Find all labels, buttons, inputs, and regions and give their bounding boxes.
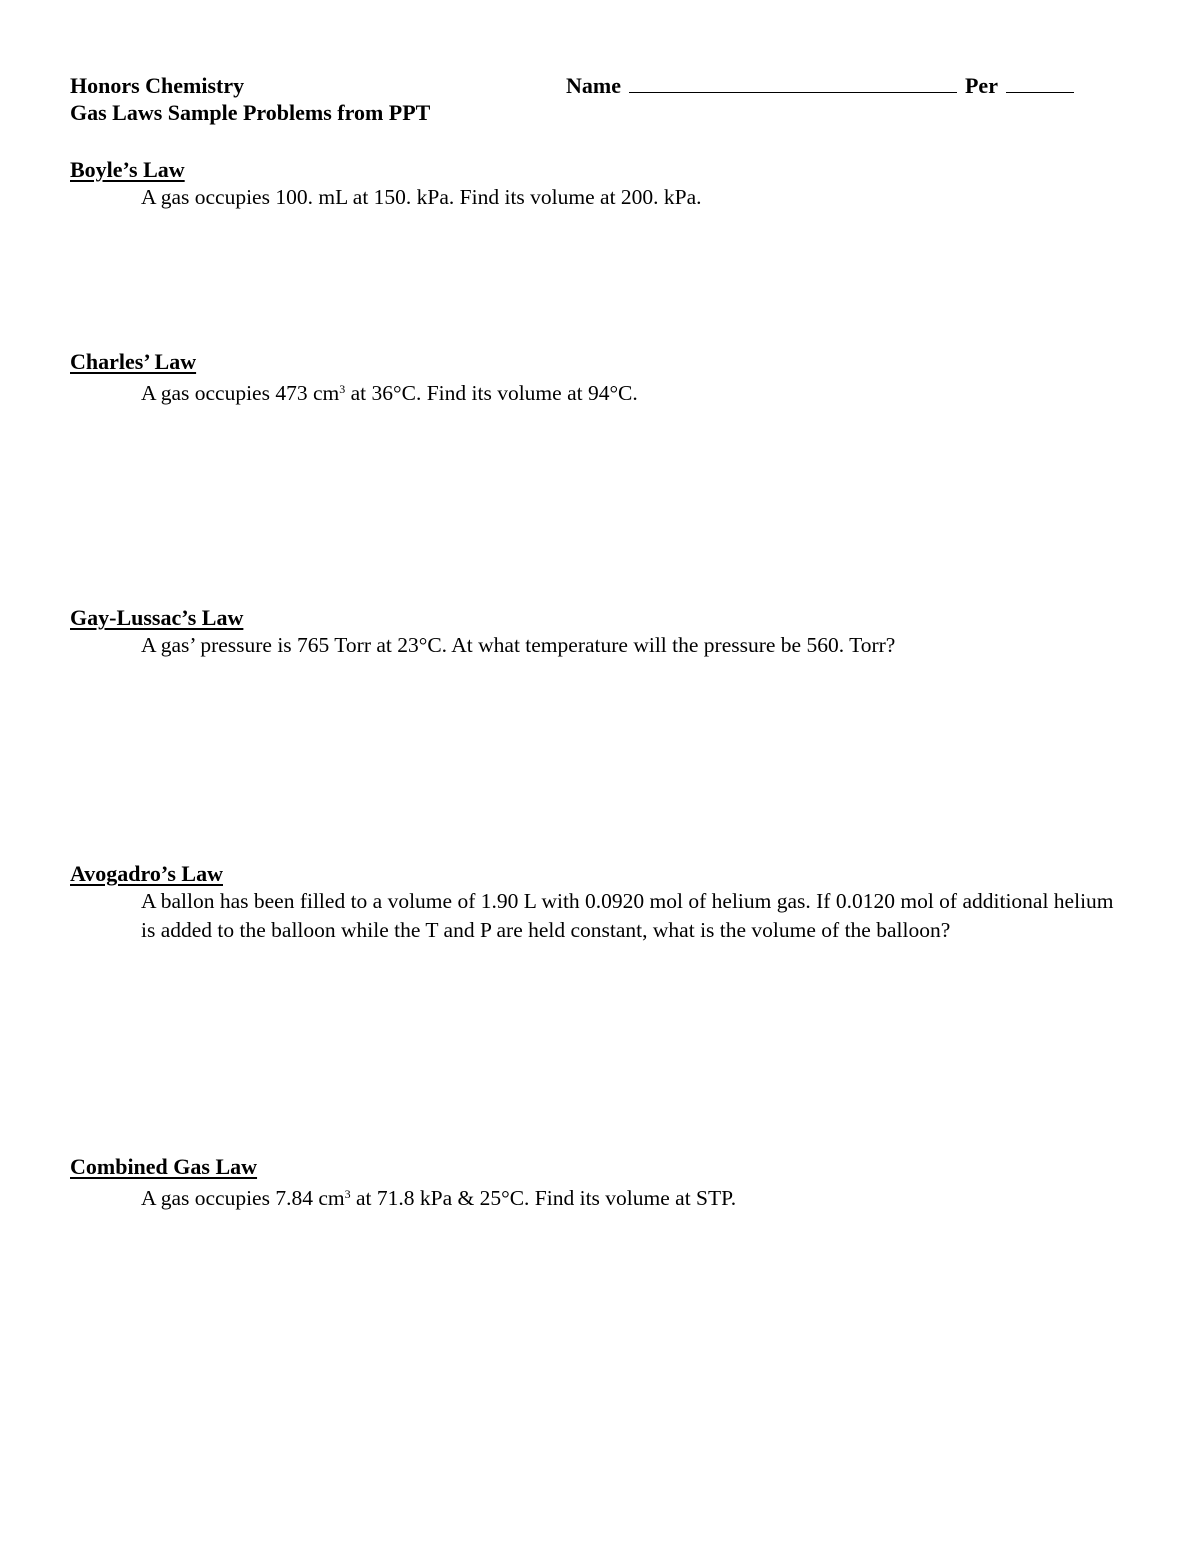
section-heading: Gay-Lussac’s Law <box>70 605 244 630</box>
section-gay-lussacs-law <box>70 604 1130 660</box>
problem-text: A ballon has been filled to a volume of 1.90 L with 0.0920 mol of helium gas. If 0.0120 mol of additional helium is added to the balloon while the T and P are held constant, what is the volume of the balloon? <box>141 889 1114 942</box>
section-boyles-law <box>70 156 1130 212</box>
section-heading: Boyle’s Law <box>70 157 185 182</box>
problem-text: A gas’ pressure is 765 Torr at 23°C. At what temperature will the pressure be 560. Torr? <box>141 633 896 657</box>
period-blank-line <box>1006 74 1074 93</box>
name-period-row <box>566 73 1074 99</box>
problem-text-part: A gas occupies 473 cm <box>141 381 340 405</box>
superscript: 3 <box>339 382 346 396</box>
section-combined-gas-law <box>70 1153 1130 1213</box>
problem-text: A gas occupies 100. mL at 150. kPa. Find its volume at 200. kPa. <box>141 185 702 209</box>
section-heading: Charles’ Law <box>70 349 197 374</box>
section-heading: Avogadro’s Law <box>70 861 223 886</box>
superscript: 3 <box>344 1187 351 1201</box>
problem-text-part: A gas occupies 7.84 cm <box>141 1186 345 1210</box>
section-charles-law <box>70 348 1130 408</box>
worksheet-subtitle: Gas Laws Sample Problems from PPT <box>70 100 431 125</box>
course-title: Honors Chemistry <box>70 73 245 98</box>
problem-text-part: at 71.8 kPa & 25°C. Find its volume at STP. <box>350 1186 737 1210</box>
name-label: Name <box>566 73 621 98</box>
problem-text <box>141 1180 1121 1213</box>
problem-text <box>141 375 1121 408</box>
name-blank-line <box>629 74 957 93</box>
problem-text-part: at 36°C. Find its volume at 94°C. <box>345 381 638 405</box>
section-avogadros-law <box>70 860 1130 944</box>
section-heading: Combined Gas Law <box>70 1154 258 1179</box>
period-label: Per <box>964 73 998 98</box>
